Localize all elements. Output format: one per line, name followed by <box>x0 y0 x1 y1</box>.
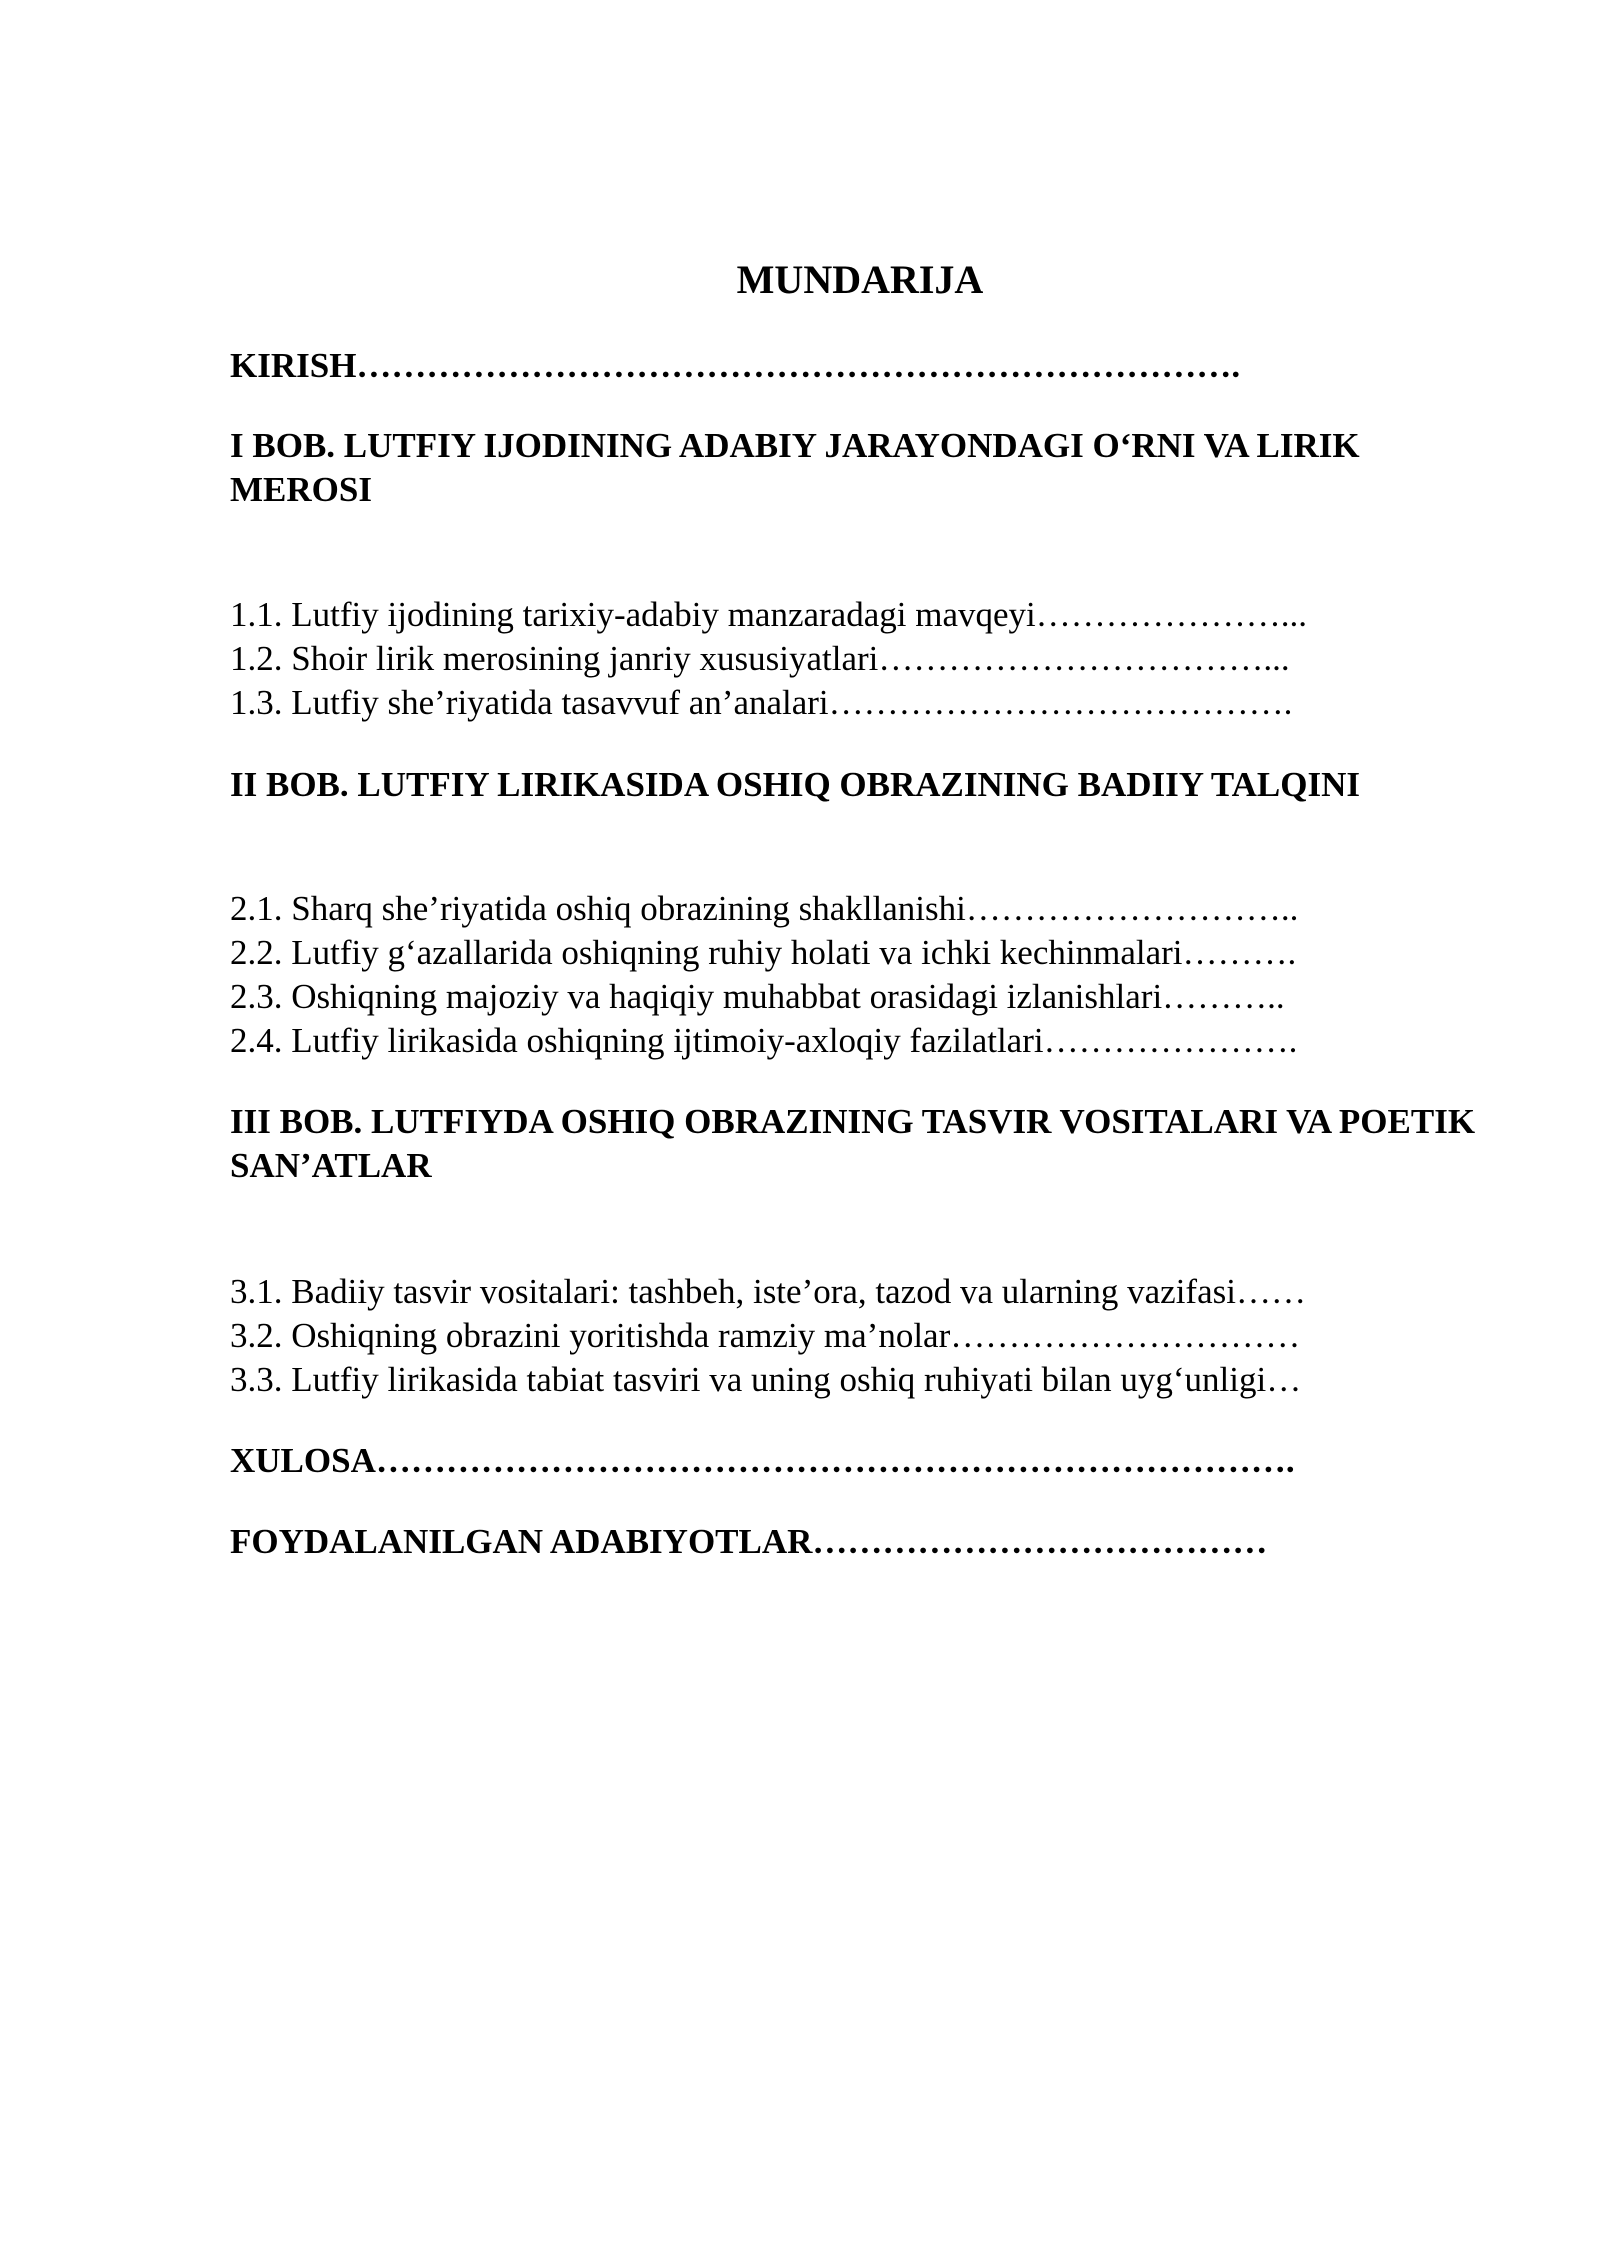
chapter-2-heading: II BOB. LUTFIY LIRIKASIDA OSHIQ OBRAZINING BADIIY TALQINI <box>230 765 1360 804</box>
toc-item-2-2: 2.2. Lutfiy g‘azallarida oshiqning ruhiy holati va ichki kechinmalari………. <box>230 933 1297 972</box>
toc-item-3-1: 3.1. Badiiy tasvir vositalari: tashbeh, iste’ora, tazod va ularning vazifasi…… <box>230 1272 1306 1311</box>
toc-item-1-2: 1.2. Shoir lirik merosining janriy xususiyatlari……………………………... <box>230 639 1290 678</box>
toc-item-2-4: 2.4. Lutfiy lirikasida oshiqning ijtimoiy-axloqiy fazilatlari…………………. <box>230 1021 1298 1060</box>
toc-entry-kirish: KIRISH…………………………………………………………………. <box>230 346 1241 385</box>
chapter-3-heading: III BOB. LUTFIYDA OSHIQ OBRAZINING TASVIR VOSITALARI VA POETIK SAN’ATLAR <box>230 1102 1484 1185</box>
toc-item-2-3: 2.3. Oshiqning majoziy va haqiqiy muhabbat orasidagi izlanishlari……….. <box>230 977 1285 1016</box>
page-title: MUNDARIJA <box>736 257 984 302</box>
toc-item-3-2: 3.2. Oshiqning obrazini yoritishda ramziy ma’nolar………………………… <box>230 1316 1301 1355</box>
toc-entry-references: FOYDALANILGAN ADABIYOTLAR………………………………… <box>230 1522 1268 1561</box>
toc-entry-xulosa: XULOSA……………………………………………………………………. <box>230 1441 1295 1480</box>
toc-item-2-1: 2.1. Sharq she’riyatida oshiq obrazining shakllanishi……………………….. <box>230 889 1299 928</box>
toc-item-1-3: 1.3. Lutfiy she’riyatida tasavvuf an’analari…………………………………. <box>230 683 1293 722</box>
chapter-1-heading: I BOB. LUTFIY IJODINING ADABIY JARAYONDAGI O‘RNI VA LIRIK MEROSI <box>230 426 1369 509</box>
toc-item-1-1: 1.1. Lutfiy ijodining tarixiy-adabiy manzaradagi mavqeyi…………………... <box>230 595 1307 634</box>
toc-item-3-3: 3.3. Lutfiy lirikasida tabiat tasviri va uning oshiq ruhiyati bilan uyg‘unligi… <box>230 1360 1302 1399</box>
